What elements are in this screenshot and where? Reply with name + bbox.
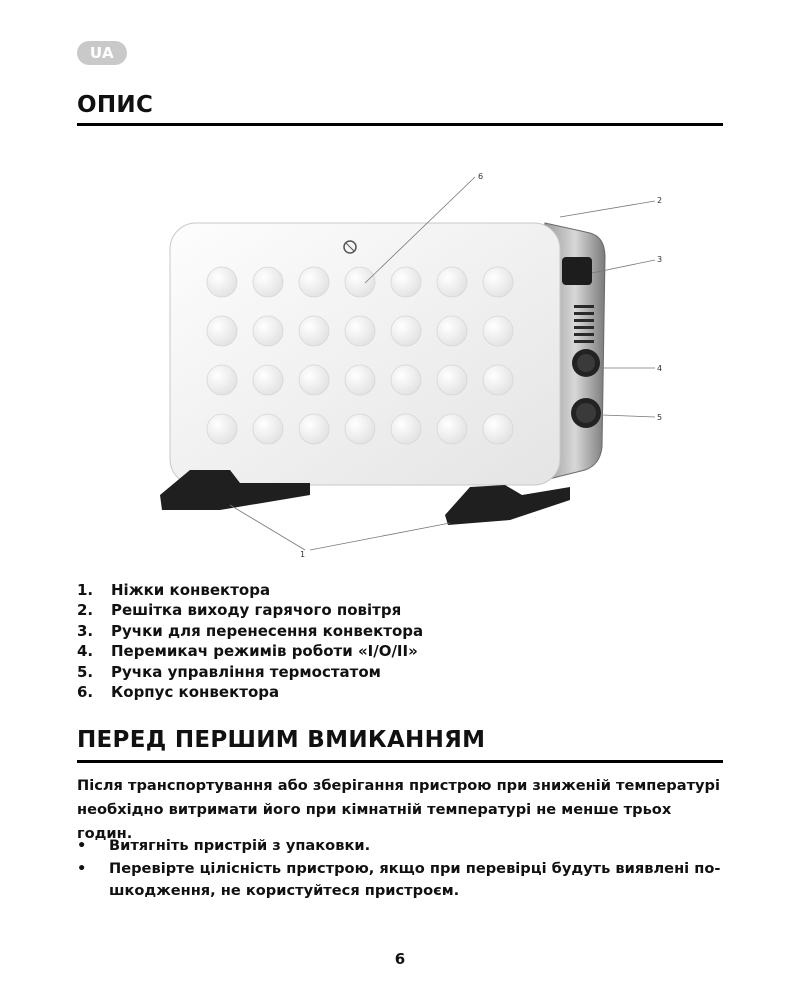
callout-label-6: 6 xyxy=(478,172,484,181)
callout-label-1: 1 xyxy=(300,550,306,559)
list-item: • Перевірте цілісність пристрою, якщо при перевірці будуть виявлені по-шкодження, не користуйтеся пристроєм. xyxy=(77,859,721,899)
callout-label-3: 3 xyxy=(657,255,663,264)
page-number: 6 xyxy=(394,950,406,968)
list-item: 3. Ручки для перенесення конвектора xyxy=(77,621,424,640)
list-item: 1. Ніжки конвектора xyxy=(77,581,271,599)
carry-handle xyxy=(562,257,592,285)
list-item: 4. Перемикач режимів роботи «I/O/II» xyxy=(77,642,418,661)
heater-foot-right xyxy=(445,485,570,525)
section-title-before-first-use: ПЕРЕД ПЕРШИМ ВМИКАННЯМ xyxy=(77,727,486,753)
callout-label-4: 4 xyxy=(657,364,663,373)
intro-paragraph: Після транспортування або зберігання пристрою при зниженій температурі необхідно витримати його при кімнатній температурі не менше трьох годин. xyxy=(77,777,720,842)
section-divider xyxy=(77,760,723,763)
list-item: 5. Ручка управління термостатом xyxy=(77,662,381,681)
instructions-list xyxy=(77,835,723,903)
language-badge: UA xyxy=(77,41,127,65)
list-item: 2. Решітка виходу гарячого повітря xyxy=(77,601,402,620)
list-item: 6. Корпус конвектора xyxy=(77,683,280,702)
section-divider xyxy=(77,123,723,126)
callout-label-5: 5 xyxy=(657,413,663,422)
section-title-description: ОПИС xyxy=(77,92,154,118)
list-item: • Витягніть пристрій з упаковки. xyxy=(77,837,371,854)
parts-list xyxy=(77,580,423,702)
convector-heater-illustration xyxy=(150,165,680,565)
callout-label-2: 2 xyxy=(657,196,663,205)
